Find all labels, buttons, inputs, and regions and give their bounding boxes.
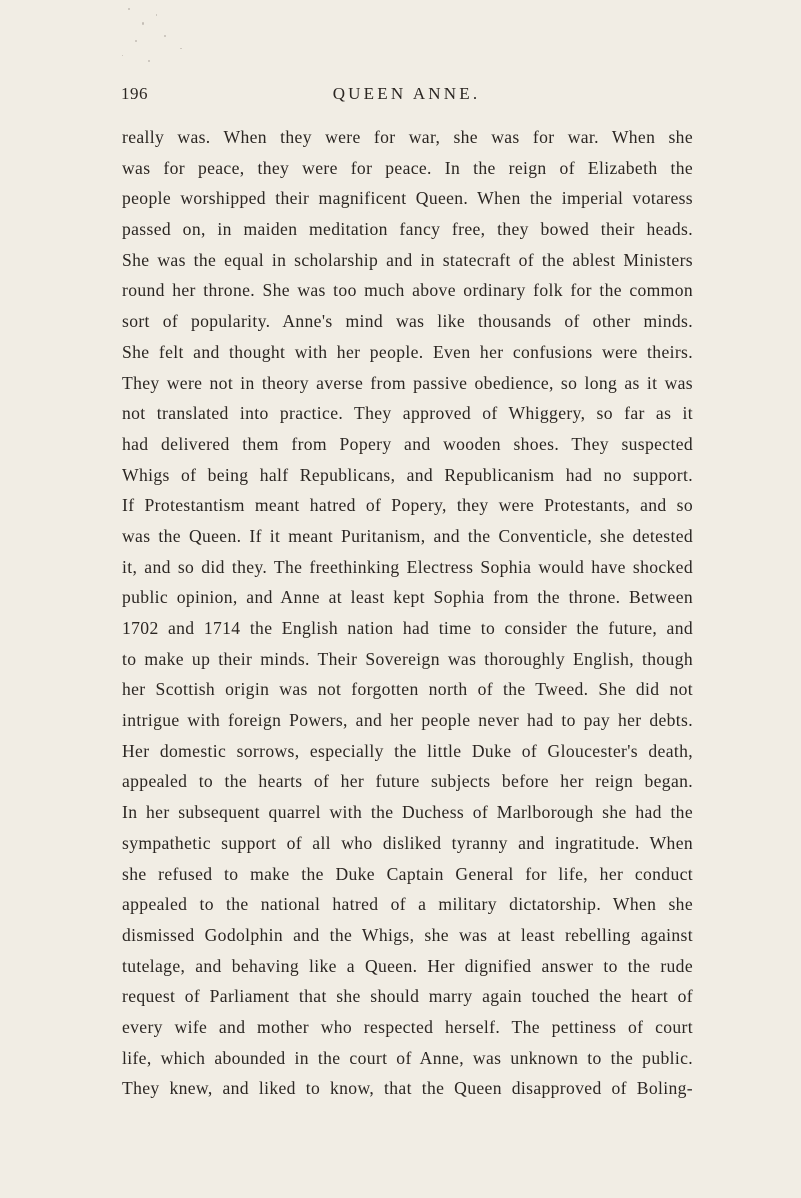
paper-speck xyxy=(135,40,137,42)
paper-speck xyxy=(148,60,150,62)
text-line: 1702 and 1714 the English nation had time to consider the future, and xyxy=(122,618,693,638)
text-line: appealed to the national hatred of a military dictatorship. When she xyxy=(122,894,693,915)
paper-speck xyxy=(156,14,157,16)
text-line: to make up their minds. Their Sovereign was thoroughly English, though xyxy=(122,648,693,669)
text-line: not translated into practice. They approved of Whiggery, so far as it xyxy=(122,403,693,424)
text-line: she refused to make the Duke Captain General for life, her conduct xyxy=(122,863,693,884)
paper-speck xyxy=(164,35,166,37)
text-line: They were not in theory averse from passive obedience, so long as it was xyxy=(122,372,693,393)
text-line: sympathetic support of all who disliked tyranny and ingratitude. When xyxy=(122,832,693,853)
text-line: In her subsequent quarrel with the Duchess of Marlborough she had the xyxy=(122,802,693,823)
running-head xyxy=(0,84,801,108)
text-line: every wife and mother who respected herself. The pettiness of court xyxy=(122,1016,693,1037)
text-line: her Scottish origin was not forgotten north of the Tweed. She did not xyxy=(122,679,693,700)
text-line: round her throne. She was too much above ordinary folk for the common xyxy=(122,280,693,301)
text-line: They knew, and liked to know, that the Queen disapproved of Boling- xyxy=(122,1078,693,1099)
text-line: intrigue with foreign Powers, and her people never had to pay her debts. xyxy=(122,710,693,731)
text-line: Her domestic sorrows, especially the little Duke of Gloucester's death, xyxy=(122,740,693,761)
paper-speck xyxy=(122,55,123,56)
text-line: If Protestantism meant hatred of Popery, they were Protestants, and so xyxy=(122,495,693,516)
text-line: request of Parliament that she should marry again touched the heart of xyxy=(122,986,693,1007)
paper-speck xyxy=(142,22,144,25)
body-text xyxy=(122,122,693,1104)
text-line: public opinion, and Anne at least kept Sophia from the throne. Between xyxy=(122,587,693,608)
text-line: sort of popularity. Anne's mind was like thousands of other minds. xyxy=(122,311,693,332)
paper-speck xyxy=(128,8,130,10)
text-line: it, and so did they. The freethinking Electress Sophia would have shocked xyxy=(122,556,693,577)
text-line: She was the equal in scholarship and in statecraft of the ablest Ministers xyxy=(122,249,693,270)
text-line: was the Queen. If it meant Puritanism, and the Conventicle, she detested xyxy=(122,525,693,546)
text-line: really was. When they were for war, she was for war. When she xyxy=(122,127,693,147)
paper-specks xyxy=(108,0,228,90)
text-line: was for peace, they were for peace. In the reign of Elizabeth the xyxy=(122,157,693,178)
text-line: life, which abounded in the court of Anne, was unknown to the public. xyxy=(122,1047,693,1068)
paper-speck xyxy=(180,48,182,49)
text-line: She felt and thought with her people. Even her confusions were theirs. xyxy=(122,341,693,362)
text-line: dismissed Godolphin and the Whigs, she was at least rebelling against xyxy=(122,924,693,945)
running-title: QUEEN ANNE. xyxy=(332,84,481,103)
text-line: appealed to the hearts of her future subjects before her reign began. xyxy=(122,771,693,792)
text-line: passed on, in maiden meditation fancy free, they bowed their heads. xyxy=(122,219,693,240)
text-line: tutelage, and behaving like a Queen. Her dignified answer to the rude xyxy=(122,955,693,976)
text-line: had delivered them from Popery and wooden shoes. They suspected xyxy=(122,433,693,454)
text-line: people worshipped their magnificent Queen. When the imperial votaress xyxy=(122,188,693,209)
text-line: Whigs of being half Republicans, and Republicanism had no support. xyxy=(122,464,693,485)
page-number: 196 xyxy=(121,84,148,103)
